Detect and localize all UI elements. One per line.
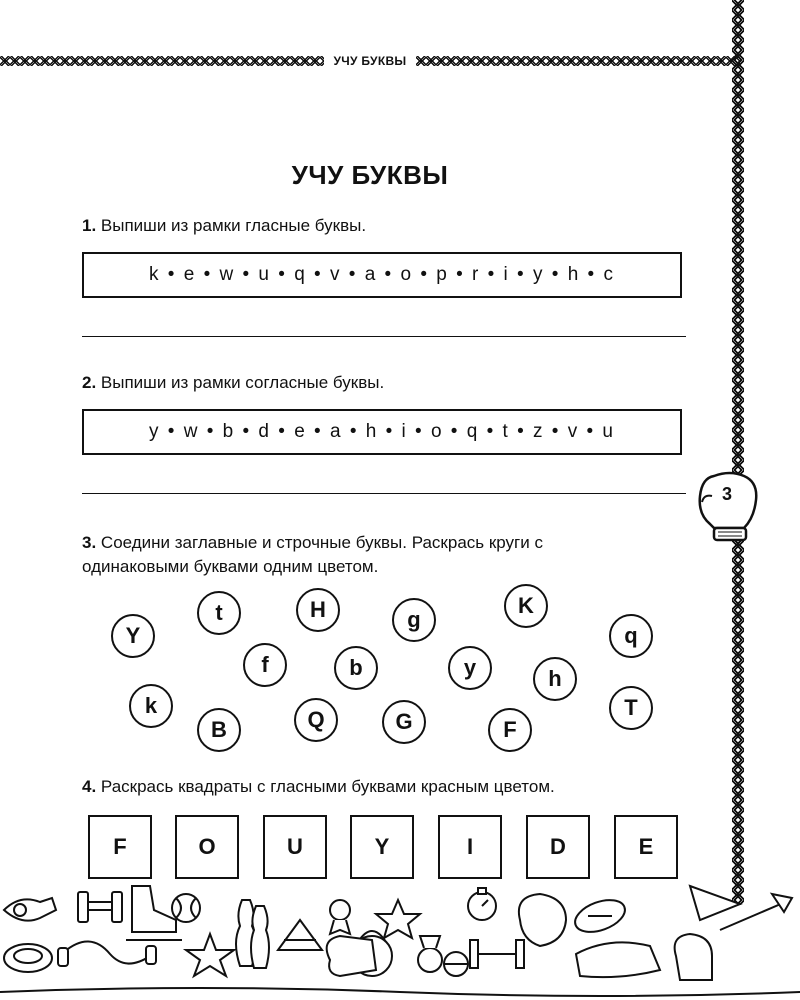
boxing-glove-icon [694, 466, 766, 546]
task-4-instruction [82, 775, 555, 799]
letter-square[interactable]: F [88, 815, 152, 879]
letter-square[interactable]: U [263, 815, 327, 879]
letter-circle[interactable]: f [243, 643, 287, 687]
boxing-glove-icon [327, 936, 376, 976]
letter-circle[interactable]: H [296, 588, 340, 632]
stopwatch-icon [468, 888, 496, 920]
whistle-icon [4, 898, 56, 921]
letter-circle[interactable]: Q [294, 698, 338, 742]
frisbee-icon [4, 944, 52, 972]
page-number: 3 [722, 484, 733, 504]
flipper-icon [576, 942, 660, 977]
letter-square[interactable]: O [175, 815, 239, 879]
task-3-text-line1: Соедини заглавные и строчные буквы. Раскрась круги с [100, 533, 543, 552]
task-3-number: 3. [82, 533, 97, 552]
letter-circle[interactable]: F [488, 708, 532, 752]
barbell-icon [470, 940, 524, 968]
letter-circle[interactable]: g [392, 598, 436, 642]
letter-circle[interactable]: q [609, 614, 653, 658]
letter-circle[interactable]: b [334, 646, 378, 690]
boxing-glove-icon [675, 934, 712, 980]
task-2-answer-line[interactable] [82, 493, 686, 494]
letter-circle[interactable]: B [197, 708, 241, 752]
task-1-text: Выпиши из рамки гласные буквы. [100, 216, 367, 235]
header-ornament-left [0, 56, 324, 66]
task-3-text-line2: одинаковыми буквами одним цветом. [82, 557, 379, 576]
tennis-ball-icon [172, 894, 200, 922]
dumbbell-icon [78, 892, 122, 922]
star-icon [376, 900, 420, 938]
task-2-letters-box: y • w • b • d • e • a • h • i • o • q • t • z • v • u [82, 409, 682, 455]
task-2-instruction [82, 371, 384, 395]
letter-square[interactable]: E [614, 815, 678, 879]
medal-icon [330, 900, 350, 934]
fan-icon [278, 920, 322, 950]
letter-circle[interactable]: Y [111, 614, 155, 658]
ball-icon [444, 952, 468, 976]
bowling-pin-icon [236, 900, 269, 968]
header-ornament-right [416, 56, 740, 66]
letter-circle[interactable]: K [504, 584, 548, 628]
running-header [0, 54, 740, 68]
medal-icon [418, 936, 442, 972]
letter-circle[interactable]: k [129, 684, 173, 728]
right-ornament-border [732, 0, 744, 905]
task-3-instruction [82, 531, 543, 579]
header-title: УЧУ БУКВЫ [333, 54, 407, 68]
letter-circle[interactable]: h [533, 657, 577, 701]
task-1-answer-line[interactable] [82, 336, 686, 337]
task-4-text: Раскрась квадраты с гласными буквами красным цветом. [100, 777, 555, 796]
letter-square[interactable]: Y [350, 815, 414, 879]
dart-icon [720, 894, 792, 930]
baseball-glove-icon [519, 894, 566, 946]
page-title: УЧУ БУКВЫ [291, 160, 449, 190]
letter-circle[interactable]: t [197, 591, 241, 635]
task-4-number: 4. [82, 777, 97, 796]
task-2-text: Выпиши из рамки согласные буквы. [100, 373, 385, 392]
task-1-instruction [82, 214, 366, 238]
football-icon [571, 894, 629, 938]
task-1-letters-box: k • e • w • u • q • v • a • o • p • r • i • y • h • c [82, 252, 682, 298]
letter-square[interactable]: D [526, 815, 590, 879]
jump-rope-icon [58, 941, 156, 966]
task-1-number: 1. [82, 216, 97, 235]
sports-doodles-border [0, 880, 800, 1000]
star-icon [186, 934, 234, 976]
pennant-icon [690, 886, 740, 920]
letter-square[interactable]: I [438, 815, 502, 879]
letter-circle[interactable]: G [382, 700, 426, 744]
letter-circle[interactable]: T [609, 686, 653, 730]
task-2-number: 2. [82, 373, 97, 392]
letter-circle[interactable]: y [448, 646, 492, 690]
